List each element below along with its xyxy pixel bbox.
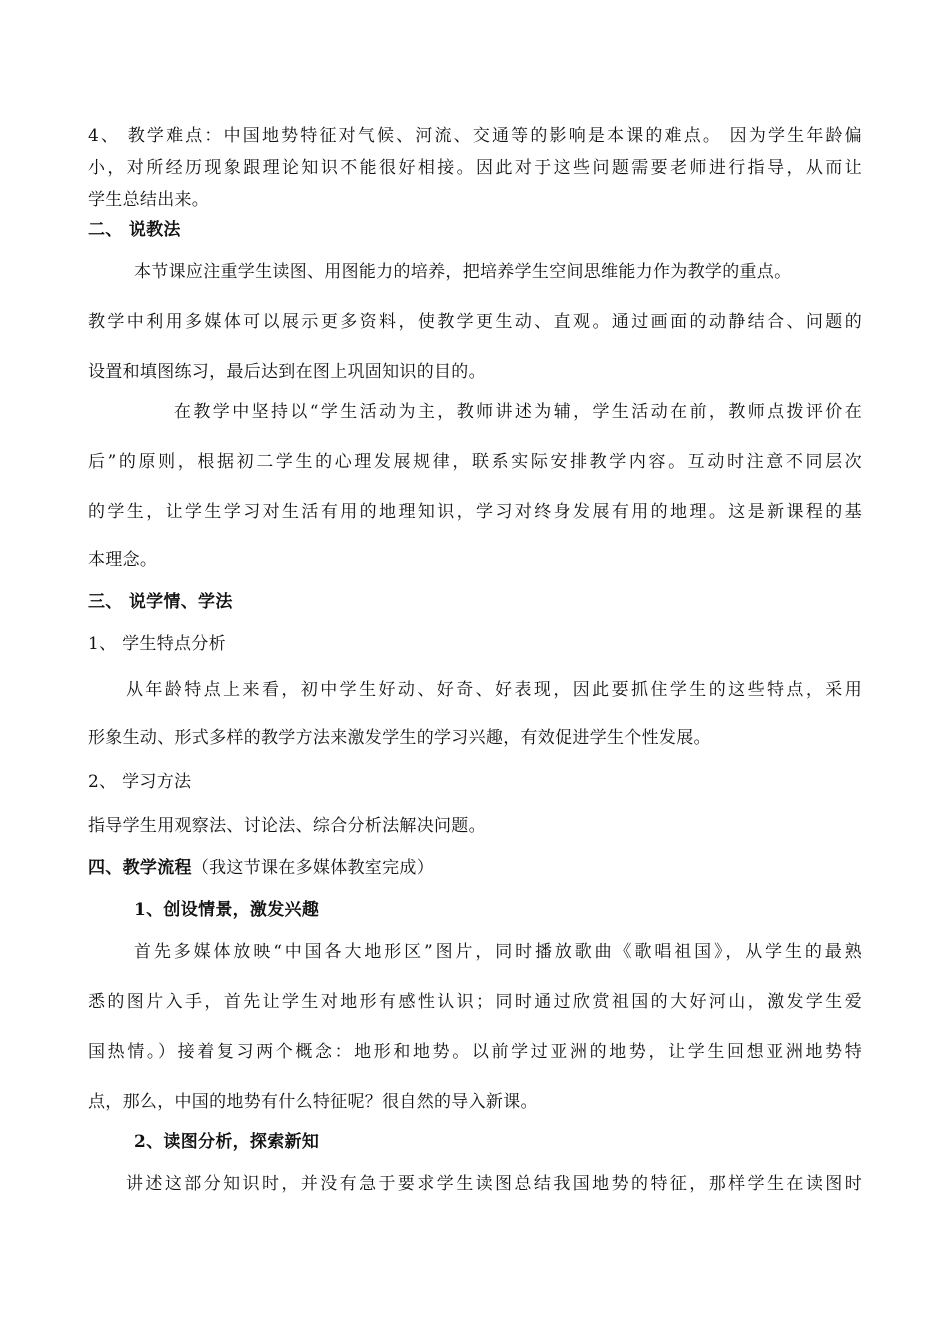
section4-heading-title: 四、教学流程: [88, 858, 192, 878]
section4-step2-heading: 2、读图分析，探索新知: [134, 1132, 320, 1152]
section4-step1-para-line: 首先多媒体放映“中国各大地形区”图片，同时播放歌曲《歌唱祖国》，从学生的最熟: [134, 942, 862, 962]
section3-sub1-para-line: 形象生动、形式多样的教学方法来激发学生的学习兴趣，有效促进学生个性发展。: [88, 728, 711, 748]
section4-step1-para-line: 点，那么，中国的地势有什么特征呢？很自然的导入新课。: [88, 1092, 538, 1112]
item4-line3: 学生总结出来。: [88, 190, 210, 210]
section2-heading: 二、 说教法: [88, 220, 181, 240]
section3-sub1: 1、 学生特点分析: [88, 634, 226, 654]
section4-heading-note: （我这节课在多媒体教室完成）: [191, 858, 435, 878]
section2-para1-line: 本节课应注重学生读图、用图能力的培养，把培养学生空间思维能力作为教学的重点。: [134, 262, 792, 282]
item4-line1: 4、 教学难点：中国地势特征对气候、河流、交通等的影响是本课的难点。 因为学生年龄偏: [88, 126, 862, 146]
section2-para2-line: 在教学中坚持以“学生活动为主，教师讲述为辅，学生活动在前，教师点拨评价在: [174, 402, 862, 422]
section4-step2-para-line: 讲述这部分知识时，并没有急于要求学生读图总结我国地势的特征，那样学生在读图时: [126, 1174, 862, 1194]
section4-heading: [88, 856, 434, 880]
section2-para1-line: 教学中利用多媒体可以展示更多资料，使教学更生动、直观。通过画面的动静结合、问题的: [88, 312, 862, 332]
section2-para2-line: 的学生，让学生学习对生活有用的地理知识，学习对终身发展有用的地理。这是新课程的基: [88, 502, 862, 522]
section3-sub1-para-line: 从年龄特点上来看，初中学生好动、好奇、好表现，因此要抓住学生的这些特点，采用: [126, 680, 862, 700]
section2-para2-line: 本理念。: [88, 550, 158, 570]
section2-para1-line: 设置和填图练习，最后达到在图上巩固知识的目的。: [88, 362, 486, 382]
item4-line2: 小，对所经历现象跟理论知识不能很好相接。因此对于这些问题需要老师进行指导，从而让: [88, 158, 862, 178]
section4-step1-para-line: 国热情。）接着复习两个概念：地形和地势。以前学过亚洲的地势，让学生回想亚洲地势特: [88, 1042, 862, 1062]
section2-para2-line: 后”的原则，根据初二学生的心理发展规律，联系实际安排教学内容。互动时注意不同层次: [88, 452, 862, 472]
section3-heading: 三、 说学情、学法: [88, 592, 233, 612]
section4-step1-heading: 1、创设情景，激发兴趣: [134, 900, 320, 920]
section3-sub2-para: 指导学生用观察法、讨论法、综合分析法解决问题。: [88, 816, 486, 836]
section4-step1-para-line: 悉的图片入手，首先让学生对地形有感性认识；同时通过欣赏祖国的大好河山，激发学生爱: [88, 992, 862, 1012]
section3-sub2: 2、 学习方法: [88, 772, 192, 792]
